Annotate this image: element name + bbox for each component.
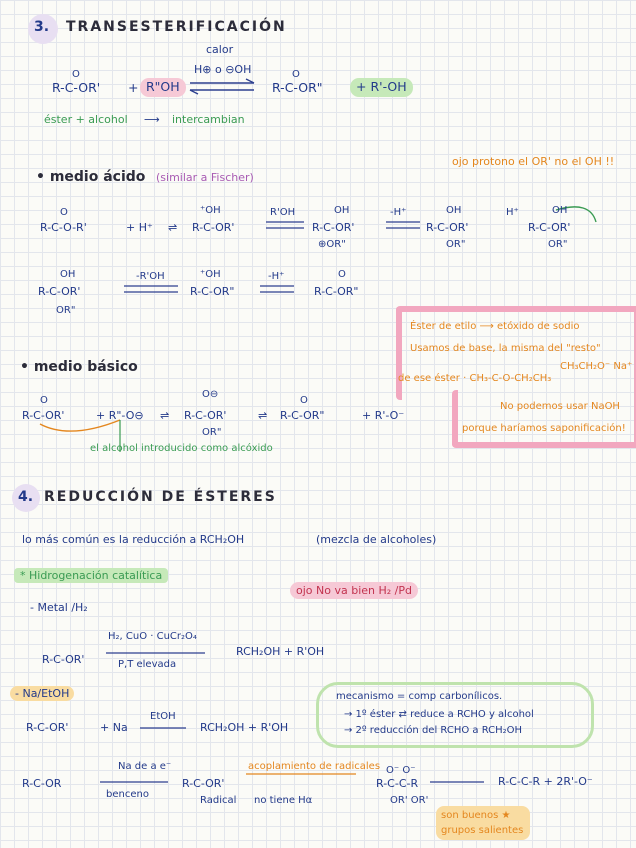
carbonyl-o-product: O: [292, 69, 300, 80]
mech-2: → 2º reducción del RCHO a RCH₂OH: [344, 725, 523, 736]
r1-top-2: OH: [334, 205, 350, 216]
r1-7: R-C-OR': [426, 221, 469, 234]
r1-bot-2: OR": [548, 239, 568, 250]
basic-eq-6: + R'-O⁻: [362, 409, 405, 422]
acid-note: ojo protono el OR' no el OH !!: [452, 155, 615, 168]
r1-top-0: O: [60, 207, 68, 218]
r2-1: -R'OH: [136, 271, 165, 282]
pink-line4: No podemos usar NaOH: [500, 401, 620, 412]
dimer-o: O⁻ O⁻: [386, 765, 416, 776]
r1-top-3: OH: [446, 205, 462, 216]
acid-title: • medio ácido: [36, 169, 146, 185]
product-ester: R-C-OR": [272, 80, 323, 95]
basic-eq-2: ⇌: [160, 409, 170, 422]
coupling-label: acoplamiento de radicales: [248, 761, 381, 772]
cond-heat: calor: [206, 43, 234, 56]
cond-acid: H⊕ o ⊖OH: [194, 63, 252, 76]
section4-number: 4.: [18, 489, 34, 505]
pink-line2: Usamos de base, la misma del "resto": [410, 343, 601, 354]
carbonyl-o: O: [72, 69, 80, 80]
basic-eq-3: R-C-OR': [184, 409, 227, 422]
rad-ester: R-C-OR: [22, 777, 62, 790]
r2-bot-0: OR": [56, 305, 76, 316]
r2-0: R-C-OR': [38, 285, 81, 298]
r1-5: R-C-OR': [312, 221, 355, 234]
basic-eq-1: + R"-O⊖: [96, 409, 144, 422]
intro-paren: (mezcla de alcoholes): [316, 533, 437, 546]
plus-sign: +: [128, 80, 139, 95]
section3-number: 3.: [34, 19, 50, 35]
intro-text: lo más común es la reducción a RCH₂OH: [22, 533, 245, 546]
r2-top-2: O: [338, 269, 346, 280]
r1-8: H⁺: [506, 207, 519, 218]
caption-arrow: ⟶: [144, 113, 160, 126]
r1-9: R-C-OR': [528, 221, 571, 234]
basic-title: • medio básico: [20, 359, 138, 375]
pink-reagent: CH₃CH₂O⁻ Na⁺: [560, 361, 633, 372]
r1-top-1: ⁺OH: [200, 205, 221, 216]
cat-product: RCH₂OH + R'OH: [236, 645, 325, 658]
metal-h2: - Metal /H₂: [30, 601, 88, 614]
rad-product: R-C-OR': [182, 777, 225, 790]
section3-title: TRANSESTERIFICACIÓN: [66, 19, 287, 35]
r1-2: ⇌: [168, 221, 178, 234]
alcohol-in: R"OH: [140, 78, 186, 97]
pink-box-bottom: [452, 390, 636, 448]
dimer-or: OR' OR': [390, 795, 429, 806]
rad-solvent: benceno: [106, 789, 149, 800]
reactant-ester: R-C-OR': [52, 80, 101, 95]
r2-top-0: OH: [60, 269, 76, 280]
cat-cond: P,T elevada: [118, 659, 177, 670]
pink-line1: Éster de etilo ⟶ etóxido de sodio: [410, 321, 580, 332]
acid-subtitle: (similar a Fischer): [156, 171, 254, 184]
basic-eq-0: R-C-OR': [22, 409, 65, 422]
no-tiene: no tiene Hα: [254, 795, 313, 806]
section4-title: REDUCCIÓN DE ÉSTERES: [44, 489, 277, 505]
na-product: RCH₂OH + R'OH: [200, 721, 289, 734]
basic-top-2: O: [300, 395, 308, 406]
r1-1: + H⁺: [126, 221, 153, 234]
r1-0: R-C-O-R': [40, 221, 87, 234]
r2-3: -H⁺: [268, 271, 285, 282]
r2-4: R-C-OR": [314, 285, 359, 298]
cat-ester: R-C-OR': [42, 653, 85, 666]
na-reagent: EtOH: [150, 711, 176, 722]
r2-2: R-C-OR": [190, 285, 235, 298]
ojo-note: ojo No va bien H₂ /Pd: [290, 582, 418, 599]
r1-bot-0: ⊕OR": [318, 239, 346, 250]
na-plus: + Na: [100, 721, 128, 734]
basic-top-1: O⊖: [202, 389, 219, 400]
rad-reagent: Na de a e⁻: [118, 761, 172, 772]
basic-bottom: OR": [202, 427, 222, 438]
rad-label: Radical: [200, 795, 237, 806]
dimer: R-C-C-R: [376, 777, 419, 790]
hydrogenation-label: * Hidrogenación catalítica: [14, 568, 168, 583]
mech-title: mecanismo = comp carbonílicos.: [336, 691, 503, 702]
diketone: R-C-C-R + 2R'-O⁻: [498, 775, 593, 788]
na-ester: R-C-OR': [26, 721, 69, 734]
cat-reagent: H₂, CuO · CuCr₂O₄: [108, 631, 197, 642]
basic-top-0: O: [40, 395, 48, 406]
leaving-group-note: son buenos ★ grupos salientes: [436, 806, 530, 840]
caption-left: éster + alcohol: [44, 113, 128, 126]
mech-1: → 1º éster ⇄ reduce a RCHO y alcohol: [344, 709, 534, 720]
pink-line5: porque haríamos saponificación!: [462, 423, 626, 434]
basic-caption: el alcohol introducido como alcóxido: [90, 443, 273, 454]
r1-4: R'OH: [270, 207, 296, 218]
r1-6: -H⁺: [390, 207, 407, 218]
alcohol-out: + R'-OH: [350, 78, 413, 97]
basic-eq-4: ⇌: [258, 409, 268, 422]
r2-top-1: ⁺OH: [200, 269, 221, 280]
r1-top-4: OH: [552, 205, 568, 216]
caption-right: intercambian: [172, 113, 245, 126]
pink-line3: de ese éster · CH₃-C-O-CH₂CH₃: [398, 373, 552, 384]
r1-3: R-C-OR': [192, 221, 235, 234]
na-title: - Na/EtOH: [10, 686, 74, 701]
basic-eq-5: R-C-OR": [280, 409, 325, 422]
r1-bot-1: OR": [446, 239, 466, 250]
